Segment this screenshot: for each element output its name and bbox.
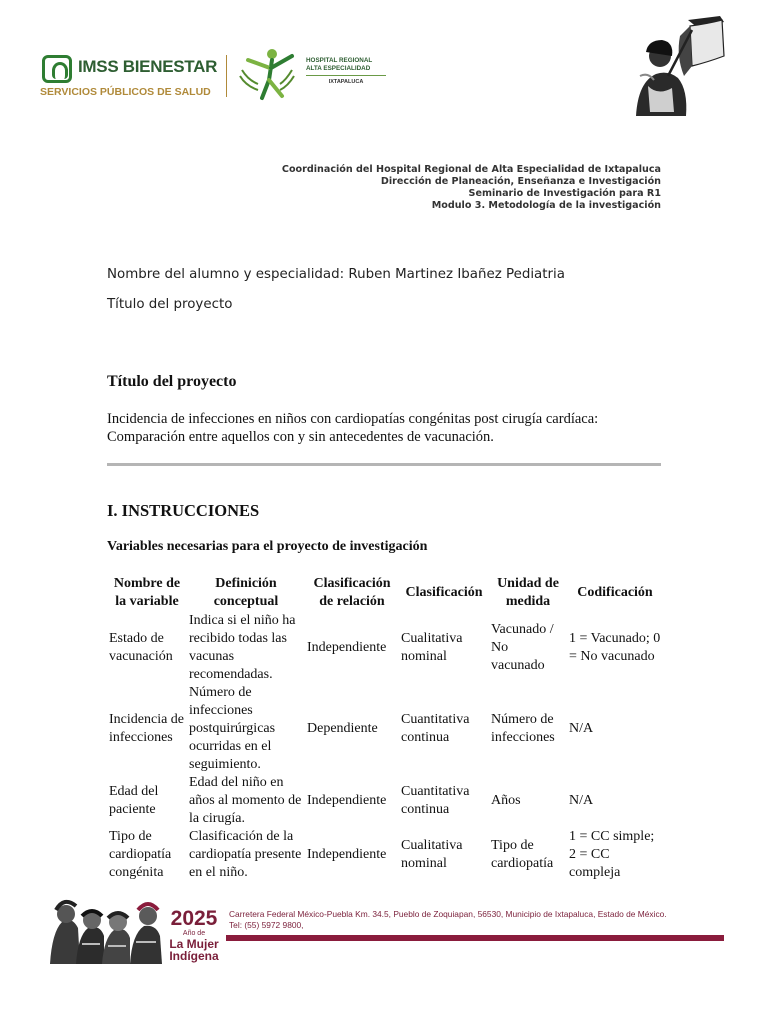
table-cell: Cuantitativa continua [401, 712, 470, 745]
coordination-line1: Coordinación del Hospital Regional de Alta Especialidad de Ixtapaluca [281, 164, 661, 175]
table-caption: Variables necesarias para el proyecto de investigación [107, 539, 428, 554]
table-cell: Cualitativa nominal [401, 838, 463, 871]
project-heading: Título del proyecto [107, 373, 237, 390]
year-text: 2025 [170, 907, 218, 930]
hospital-figure-icon [236, 46, 300, 104]
table-cell: Indica si el niño ha recibido todas las vacunas recomendadas. [189, 613, 296, 682]
year-2025-logo [164, 908, 224, 962]
table-cell: Independiente [307, 793, 387, 808]
coordination-block [200, 164, 661, 212]
coordination-line2: Dirección de Planeación, Enseñanza e Investigación [380, 176, 661, 187]
coordination-line4: Modulo 3. Metodología de la investigación [431, 200, 661, 211]
project-title [107, 410, 667, 446]
footer-address-line1: Carretera Federal México-Puebla Km. 34.5, Pueblo de Zoquiapan, 56530, Municipio de Ixtapaluca, Estado de México. [229, 909, 667, 919]
table-header-cell: Nombre de la variable [113, 576, 181, 609]
table-cell: Tipo de cardiopatía congénita [109, 829, 172, 880]
table-cell: Tipo de cardiopatía [491, 838, 554, 871]
table-cell: Vacunado / No vacunado [491, 622, 554, 673]
table-cell: Cuantitativa continua [401, 784, 470, 817]
table-row [107, 684, 663, 774]
table-cell: N/A [569, 721, 594, 736]
table-cell: Independiente [307, 640, 387, 655]
section-heading: I. INSTRUCCIONES [107, 501, 260, 520]
table-cell: N/A [569, 793, 594, 808]
table-cell: Número de infecciones [491, 712, 555, 745]
flag-woman-illustration-icon [628, 16, 728, 124]
imss-name: IMSS BIENESTAR [78, 57, 218, 76]
year-sub2: La Mujer [169, 937, 219, 951]
table-header-cell: Clasificación de relación [313, 576, 391, 609]
hospital-line1: HOSPITAL REGIONAL [306, 57, 373, 64]
footer-bar [226, 935, 724, 941]
footer-address [229, 909, 667, 931]
table-header-cell: Codificación [577, 585, 653, 600]
table-row [107, 828, 663, 882]
table-cell: Número de infecciones postquirúrgicas ocurridas en el seguimiento. [189, 685, 276, 772]
table-cell: Estado de vacunación [109, 631, 173, 664]
table-cell: Años [491, 793, 521, 808]
year-sub1: Año de [182, 930, 206, 937]
table-cell: Edad del paciente [109, 784, 159, 817]
table-row [107, 774, 663, 828]
table-cell: Incidencia de infecciones [109, 712, 185, 745]
logo-divider [226, 55, 227, 97]
table-cell: 1 = Vacunado; 0 = No vacunado [569, 631, 661, 664]
student-name-line: Nombre del alumno y especialidad: Ruben Martinez Ibañez Pediatria [107, 267, 565, 282]
table-header-cell: Definición conceptual [213, 576, 279, 609]
project-title-label: Título del proyecto [107, 297, 233, 312]
horizontal-divider [107, 463, 661, 466]
hospital-place: IXTAPALUCA [328, 79, 364, 85]
footer-address-line2: Tel: (55) 5972 9800, [229, 920, 304, 930]
table-header-row [107, 574, 663, 612]
year-sub3: Indígena [169, 949, 219, 963]
table-cell: Cualitativa nominal [401, 631, 463, 664]
coordination-line3: Seminario de Investigación para R1 [468, 188, 661, 199]
table-row [107, 612, 663, 684]
imss-subtitle: SERVICIOS PÚBLICOS DE SALUD [40, 86, 211, 98]
hospital-line2: ALTA ESPECIALIDAD [306, 65, 371, 72]
table-cell: Dependiente [307, 721, 378, 736]
project-title-line1: Incidencia de infecciones en niños con cardiopatías congénitas post cirugía cardíaca: [107, 411, 599, 427]
table-cell: 1 = CC simple; 2 = CC compleja [569, 829, 655, 880]
variables-table [107, 574, 663, 882]
table-header-cell: Clasificación [405, 585, 483, 600]
hospital-rule [306, 75, 386, 76]
table-cell: Clasificación de la cardiopatía presente en el niño. [189, 829, 302, 880]
indigenous-women-illustration-icon [46, 892, 164, 964]
project-title-line2: Comparación entre aquellos con y sin antecedentes de vacunación. [107, 429, 494, 445]
table-header-cell: Unidad de medida [497, 576, 559, 609]
table-cell: Edad del niño en años al momento de la cirugía. [189, 775, 302, 826]
imss-bienestar-logo [40, 53, 220, 101]
hospital-name-block [306, 57, 386, 86]
imss-eagle-icon [42, 55, 72, 83]
table-cell: Independiente [307, 847, 387, 862]
